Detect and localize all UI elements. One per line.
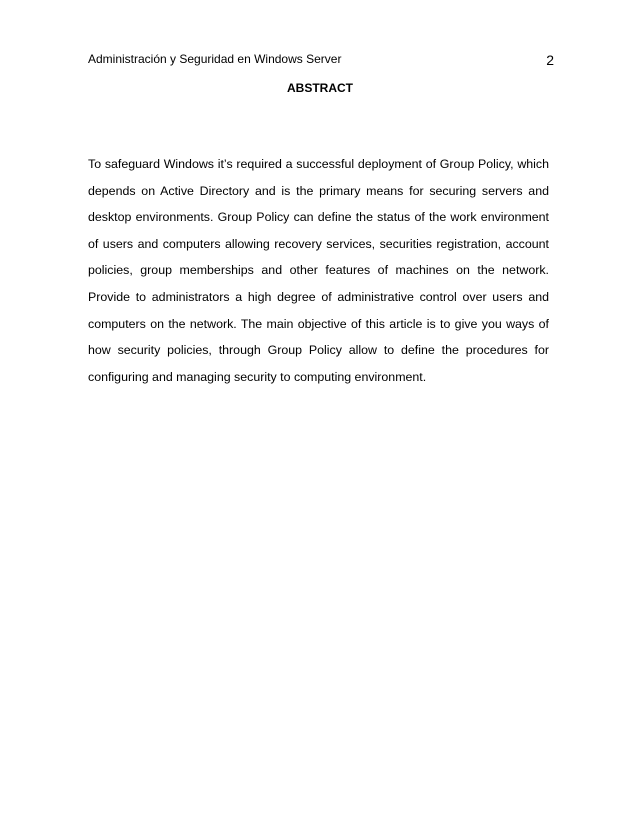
page-number: 2 [546,52,554,68]
abstract-paragraph: To safeguard Windows it’s required a successful deployment of Group Policy, which depends on Active Directory and is the primary means for securing servers and desktop environments. Group Policy can define the status of the work environment of users and computers allowing recovery services, securities registration, account policies, group memberships and other features of machines on the network. Provide to administrators a high degree of administrative control over users and computers on the network. The main objective of this article is to give you ways of how security policies, through Group Policy allow to define the procedures for configuring and managing security to computing environment. [88,157,549,384]
running-head: Administración y Seguridad en Windows Server [88,52,342,66]
abstract-heading: ABSTRACT [287,81,353,95]
